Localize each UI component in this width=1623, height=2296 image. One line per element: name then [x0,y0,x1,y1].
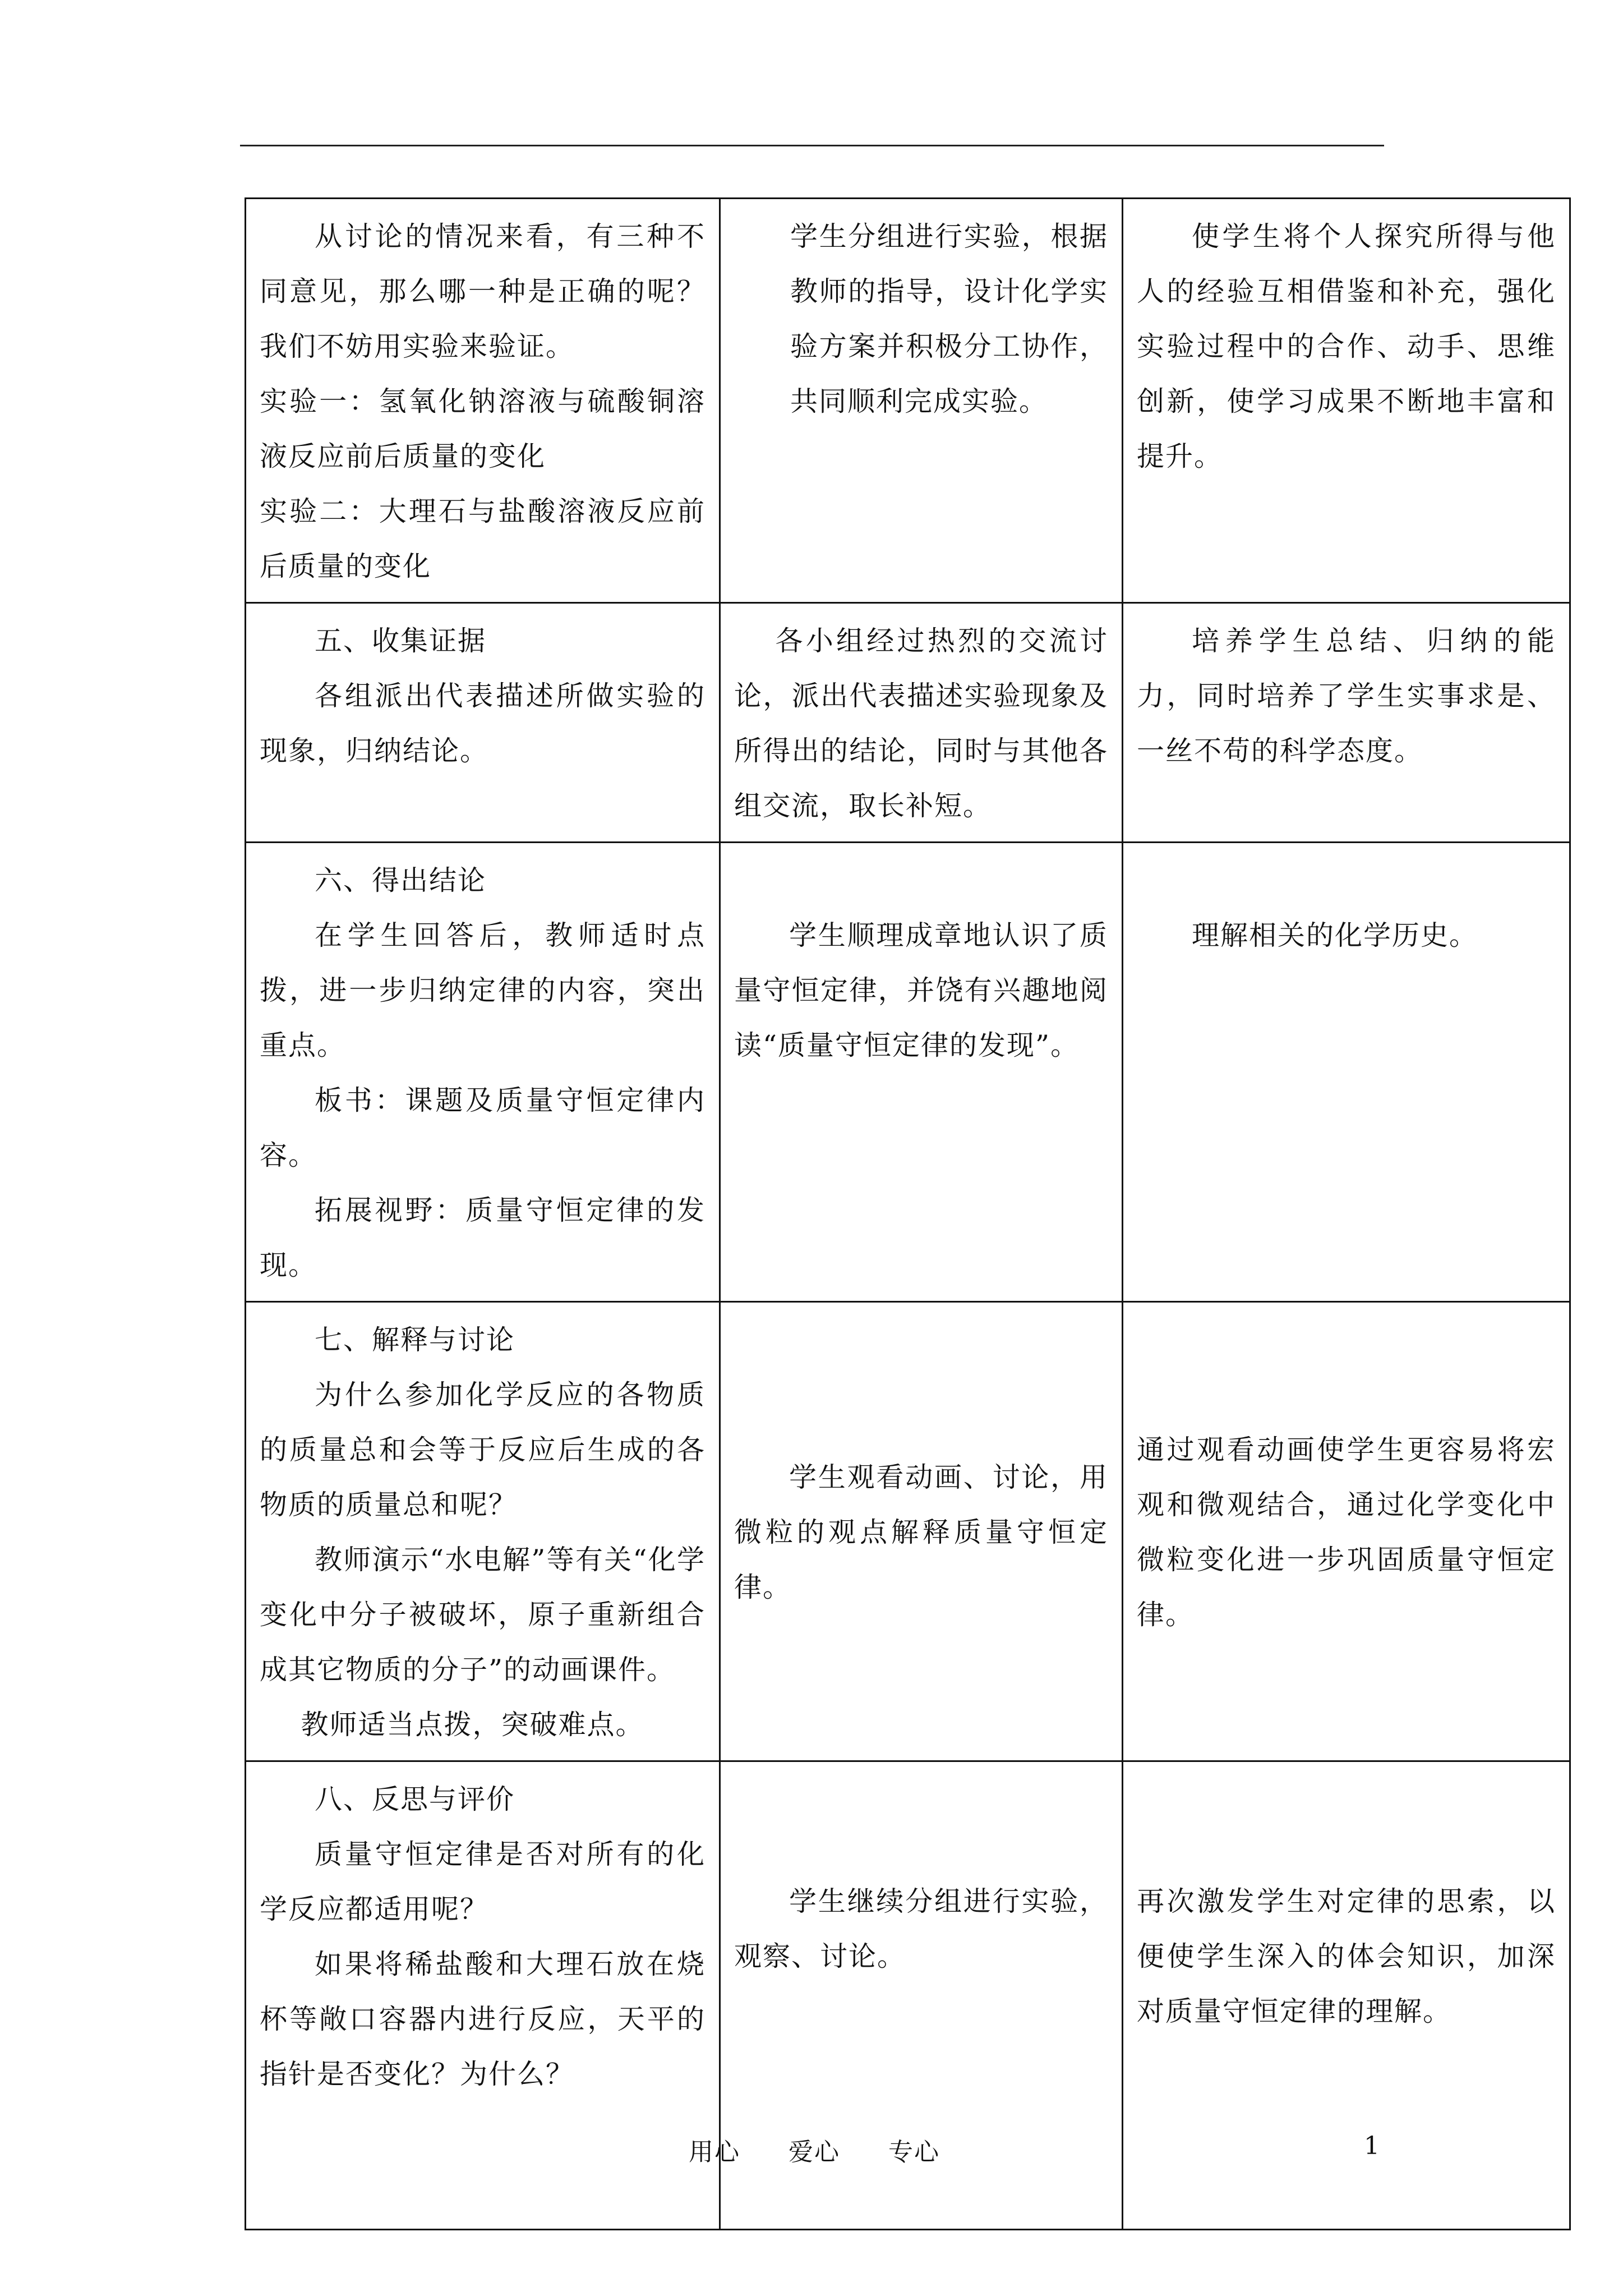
table-row [246,199,1570,603]
header-rule [240,145,1384,146]
teacher-text: 教师适当点拨，突破难点。 [301,1709,644,1741]
student-activity-cell [720,1302,1123,1761]
teacher-text: 实验二：大理石与盐酸溶液反应前后质量的变化 [260,495,706,582]
teacher-activity-cell [246,843,720,1302]
teacher-text: 实验一：氢氧化钠溶液与硫酸铜溶液反应前后质量的变化 [260,385,706,472]
design-intent-cell [1123,199,1570,603]
table-row [246,843,1570,1302]
teacher-text: 如果将稀盐酸和大理石放在烧杯等敞口容器内进行反应，天平的指针是否变化？为什么？ [260,1948,706,2090]
student-text: 学生继续分组进行实验，观察、讨论。 [734,1885,1108,1972]
student-text: 各小组经过热烈的交流讨论，派出代表描述实验现象及所得出的结论，同时与其他各组交流，取长补短。 [734,625,1108,822]
design-intent-cell [1123,1761,1570,2230]
intent-text: 再次激发学生对定律的思索，以便使学生深入的体会知识，加深对质量守恒定律的理解。 [1137,1885,1556,2027]
section-heading: 八、反思与评价 [315,1783,515,1815]
teacher-activity-cell [246,1302,720,1761]
student-activity-cell [720,843,1123,1302]
teacher-text: 板书：课题及质量守恒定律内容。 [260,1084,706,1171]
teacher-activity-cell [246,1761,720,2230]
section-heading: 六、得出结论 [315,864,487,896]
teacher-activity-cell [246,199,720,603]
table-row [246,603,1570,843]
footer-word: 爱心 [789,2138,840,2166]
student-text: 学生分组进行实验，根据教师的指导，设计化学实验方案并积极分工协作，共同顺利完成实验。 [790,220,1108,417]
teacher-text: 在学生回答后，教师适时点拨，进一步归纳定律的内容，突出重点。 [260,919,706,1061]
page-number: 1 [1364,2132,1380,2160]
footer-word: 专心 [888,2138,940,2166]
footer-word: 用心 [689,2138,740,2166]
intent-text: 通过观看动画使学生更容易将宏观和微观结合，通过化学变化中微粒变化进一步巩固质量守恒定律。 [1137,1434,1556,1631]
table-row [246,1302,1570,1761]
teacher-text: 为什么参加化学反应的各物质的质量总和会等于反应后生成的各物质的质量总和呢？ [260,1379,706,1521]
intent-text: 使学生将个人探究所得与他人的经验互相借鉴和补充，强化实验过程中的合作、动手、思维创新，使学习成果不断地丰富和提升。 [1137,220,1556,472]
student-text: 学生观看动画、讨论，用微粒的观点解释质量守恒定律。 [734,1461,1108,1603]
student-activity-cell [720,603,1123,843]
intent-text: 理解相关的化学历史。 [1192,919,1478,951]
section-heading: 五、收集证据 [315,625,487,657]
design-intent-cell [1123,603,1570,843]
design-intent-cell [1123,1302,1570,1761]
teacher-text: 教师演示“水电解”等有关“化学变化中分子被破坏，原子重新组合成其它物质的分子”的动画课件。 [260,1544,706,1686]
teacher-text: 拓展视野：质量守恒定律的发现。 [260,1194,706,1281]
student-activity-cell [720,199,1123,603]
section-heading: 七、解释与讨论 [315,1324,515,1356]
student-text: 学生顺理成章地认识了质量守恒定律，并饶有兴趣地阅读“质量守恒定律的发现”。 [734,919,1108,1061]
teacher-activity-cell [246,603,720,843]
design-intent-cell [1123,843,1570,1302]
teacher-text: 从讨论的情况来看，有三种不同意见，那么哪一种是正确的呢？我们不妨用实验来验证。 [260,220,706,362]
teacher-text: 各组派出代表描述所做实验的现象，归纳结论。 [260,680,706,767]
footer-motto [689,2132,979,2168]
teacher-text: 质量守恒定律是否对所有的化学反应都适用呢？ [260,1838,706,1925]
intent-text: 培养学生总结、归纳的能力，同时培养了学生实事求是、一丝不苟的科学态度。 [1137,625,1556,767]
lesson-plan-table [245,197,1571,2230]
